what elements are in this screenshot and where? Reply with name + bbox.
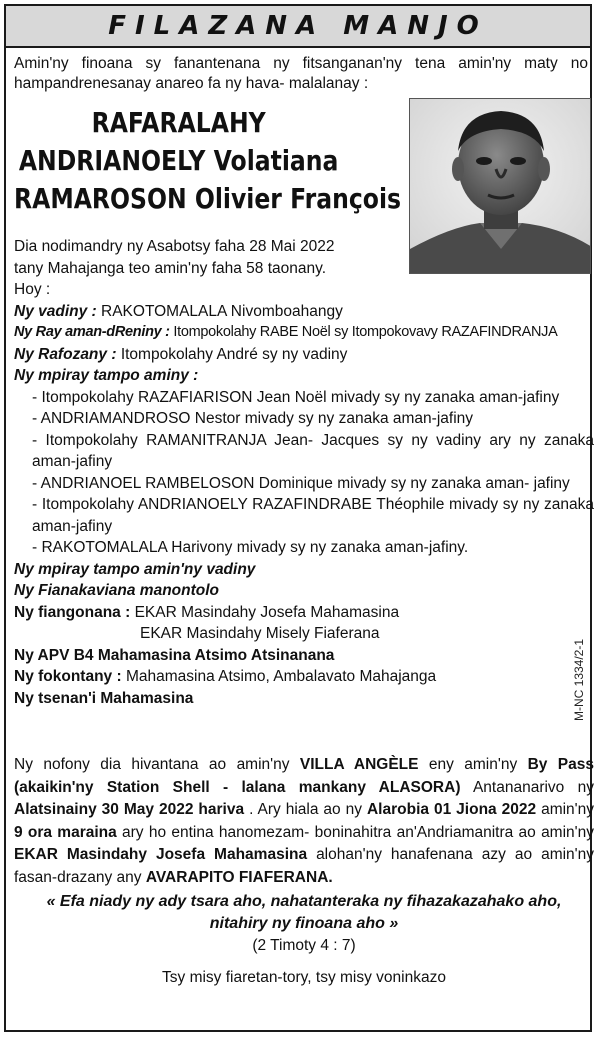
whole-family-line: Ny Fianakaviana manontolo bbox=[14, 582, 219, 599]
reference-code: M-NC 1334/2-1 bbox=[572, 638, 586, 721]
church-line-2: EKAR Masindahy Misely Fiaferana bbox=[140, 625, 380, 642]
details-section bbox=[14, 236, 594, 709]
apv-line: Ny APV B4 Mahamasina Atsimo Atsinanana bbox=[14, 646, 335, 664]
quote-line-1: « Efa niady ny ady tsara aho, nahatanteraka ny fihazakazahako aho, bbox=[46, 893, 562, 910]
parents-line: Ny Ray aman-dReniny : Itompokolahy RABE Noël sy Itompokovavy RAZAFINDRANJA bbox=[14, 324, 558, 340]
bible-quote bbox=[14, 891, 594, 935]
sibling-item: - ANDRIANOEL RAMBELOSON Dominique mivady sy ny zanaka aman- jafiny bbox=[32, 474, 570, 492]
notice-title: FILAZANA MANJO bbox=[108, 11, 488, 41]
name-line-2: ANDRIANOELY Volatiana bbox=[18, 144, 339, 177]
siblings-heading: Ny mpiray tampo aminy : bbox=[14, 367, 199, 384]
closing-note: Tsy misy fiaretan-tory, tsy misy voninkazo bbox=[162, 969, 446, 986]
name-line-1: RAFARALAHY bbox=[91, 106, 266, 139]
funeral-paragraph: Ny nofony dia hivantana ao amin'ny VILLA ANGÈLE eny amin'ny By Pass (akaikin'ny Station Shell - lalana mankany ALASORA) Antananarivo ny Alatsinainy 30 May 2022 hariva . Ary hiala ao ny Alarobia 01 Jiona 2022 amin'ny 9 ora maraina ary ho entina hanomezam- boninahitra an'Andriamanitra ao amin'ny EKAR Masindahy Josefa Mahamasina alohan'ny hanafenana azy ao amin'ny fasan-drazany any AVARAPITO FIAFERANA. bbox=[14, 756, 595, 886]
funeral-arrangements bbox=[14, 754, 594, 990]
church-line: Ny fiangonana : EKAR Masindahy Josefa Mahamasina bbox=[14, 603, 400, 621]
sibling-item: - Itompokolahy RAZAFIARISON Jean Noël mivady sy ny zanaka aman-jafiny bbox=[32, 388, 560, 406]
deceased-names bbox=[14, 104, 402, 218]
spouse-line: Ny vadiny : RAKOTOMALALA Nivomboahangy bbox=[14, 302, 343, 320]
sibling-item: - ANDRIAMANDROSO Nestor mivady sy ny zanaka aman-jafiny bbox=[32, 410, 474, 427]
spouse-siblings-line: Ny mpiray tampo amin'ny vadiny bbox=[14, 560, 256, 578]
death-place-age: tany Mahajanga teo amin'ny faha 58 taonany. bbox=[14, 259, 327, 277]
sibling-item: - Itompokolahy ANDRIANOELY RAZAFINDRABE Théophile mivady sy ny zanaka aman-jafiny bbox=[32, 496, 594, 535]
obituary-notice bbox=[4, 4, 595, 1032]
name-line-3: RAMAROSON Olivier François bbox=[14, 182, 402, 215]
quote-line-2: nitahiry ny finoana aho » bbox=[209, 915, 399, 932]
in-laws-line: Ny Rafozany : Itompokolahy André sy ny vadiny bbox=[14, 345, 348, 363]
quote-reference: (2 Timoty 4 : 7) bbox=[252, 937, 356, 954]
market-line: Ny tsenan'i Mahamasina bbox=[14, 689, 194, 707]
hoy-label: Hoy : bbox=[14, 281, 51, 298]
notice-header bbox=[6, 6, 590, 48]
intro-text: Amin'ny finoana sy fanantenana ny fitsanganan'ny tena amin'ny maty no hampandrenesanay anareo fa ny hava- malalanay : bbox=[14, 55, 588, 92]
sibling-item: - RAKOTOMALALA Harivony mivady sy ny zanaka aman-jafiny. bbox=[32, 539, 469, 556]
fokontany-line: Ny fokontany : Mahamasina Atsimo, Ambalavato Mahajanga bbox=[14, 668, 437, 685]
death-date: Dia nodimandry ny Asabotsy faha 28 Mai 2022 bbox=[14, 238, 335, 255]
sibling-item: - Itompokolahy RAMANITRANJA Jean- Jacques sy ny vadiny ary ny zanaka aman-jafiny bbox=[32, 431, 594, 470]
